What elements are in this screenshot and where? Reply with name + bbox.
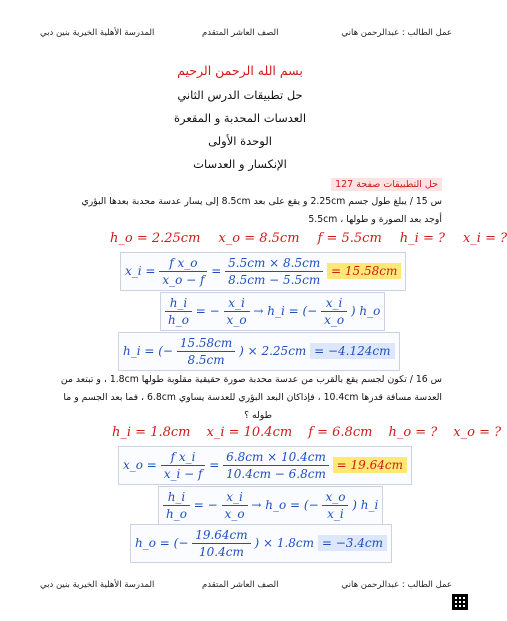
q16-eq3-result: = −3.4cm [318,535,387,551]
q16-given-xo: x_o = ? [453,425,502,440]
q15-eq1-lhs: x_i = [125,264,156,278]
q15-given-ho: h_o = 2.25cm [110,231,201,246]
q16-text-1: س 16 / تكون لجسم يقع بالقرب من عدسة محدبة صورة حقيقية مقلوبة طولها 1.8cm ، و تبتعد من [60,374,442,385]
q16-text-2: العدسة مسافة قدرها 10.4cm ، فإذاكان البعد البؤري للعدسة يساوي 6.8cm ، فما بعد الجسم و ما [63,392,442,403]
q16-given-xi: x_i = 10.4cm [206,425,293,440]
q16-givens [112,425,501,440]
basmala: بسم الله الرحمن الرحيم [177,63,303,78]
header-school: المدرسة الأهلية الخيرية بنين دبي [40,28,155,38]
q16-given-ho: h_o = ? [388,425,438,440]
q15-equation-1: x_i = $\frac{\text{f x\_o}}{x\_o - f}$ = $\frac{5.5cm \times 8.5cm}{8.5cm - 5.5cm}$ = 15.58cm [120,252,406,291]
q16-text-3: طوله ؟ [244,410,272,421]
section-label: حل التطبيقات صفحة 127 [331,178,442,191]
q15-given-xo: x_o = 8.5cm [218,231,300,246]
q15-given-f: f = 5.5cm [317,231,382,246]
footer-school: المدرسة الأهلية الخيرية بنين دبي [40,580,155,590]
q16-given-f: f = 6.8cm [308,425,373,440]
title-line-1: حل تطبيقات الدرس الثاني [177,88,303,102]
title-line-3: الوحدة الأولى [208,134,272,148]
q15-text-1: س 15 / يبلغ طول جسم 2.25cm و يقع على بعد 8.5cm إلى يسار عدسة محدبة بعدها البؤري [81,196,442,207]
qr-code-icon [452,594,468,610]
q15-given-hi: h_i = ? [399,231,445,246]
q15-eq1-frac2: $\frac{5.5cm \times 8.5cm}{8.5cm - 5.5cm}$ [225,255,323,288]
q16-eq1-result: = 19.64cm [333,457,407,473]
q15-given-xi: x_i = ? [462,231,507,246]
q15-eq1-result: = 15.58cm [327,263,401,279]
q15-equation-2: $\frac{h\_i}{h\_o}$ = − $\frac{x\_i}{x\_o}$ → h_i = (− $\frac{x\_i}{x\_o}$ ) h_o [160,292,385,331]
q16-given-hi: h_i = 1.8cm [112,425,191,440]
q15-eq1-frac1: $\frac{\text{f x\_o}}{x\_o - f}$ [159,255,207,288]
footer-student: عمل الطالب : عبدالرحمن هاني [341,580,452,590]
header-grade: الصف العاشر المتقدم [202,28,279,38]
title-line-4: الإنكسار و العدسات [193,157,287,171]
header-student: عمل الطالب : عبدالرحمن هاني [341,28,452,38]
q15-eq3-result: = −4.124cm [310,343,394,359]
title-line-2: العدسات المحدبة و المقعرة [173,111,307,125]
q16-equation-1: x_o = $\frac{\text{f x\_i}}{x\_i - f}$ = $\frac{6.8cm \times 10.4cm}{10.4cm - 6.8cm}$ = 19.64cm [118,446,412,485]
q15-equation-3: h_i = (− $\frac{15.58cm}{8.5cm}$ ) × 2.25cm = −4.124cm [118,332,400,371]
q15-text-2: 5.5cm ، أوجد بعد الصورة و طولها [308,214,442,225]
q16-equation-2: $\frac{h\_i}{h\_o}$ = − $\frac{x\_i}{x\_o}$ → h_o = (− $\frac{x\_o}{x\_i}$ ) h_i [158,486,383,525]
footer-grade: الصف العاشر المتقدم [202,580,279,590]
q16-equation-3: h_o = (− $\frac{19.64cm}{10.4cm}$ ) × 1.8cm = −3.4cm [130,524,392,563]
q15-givens [110,231,507,246]
